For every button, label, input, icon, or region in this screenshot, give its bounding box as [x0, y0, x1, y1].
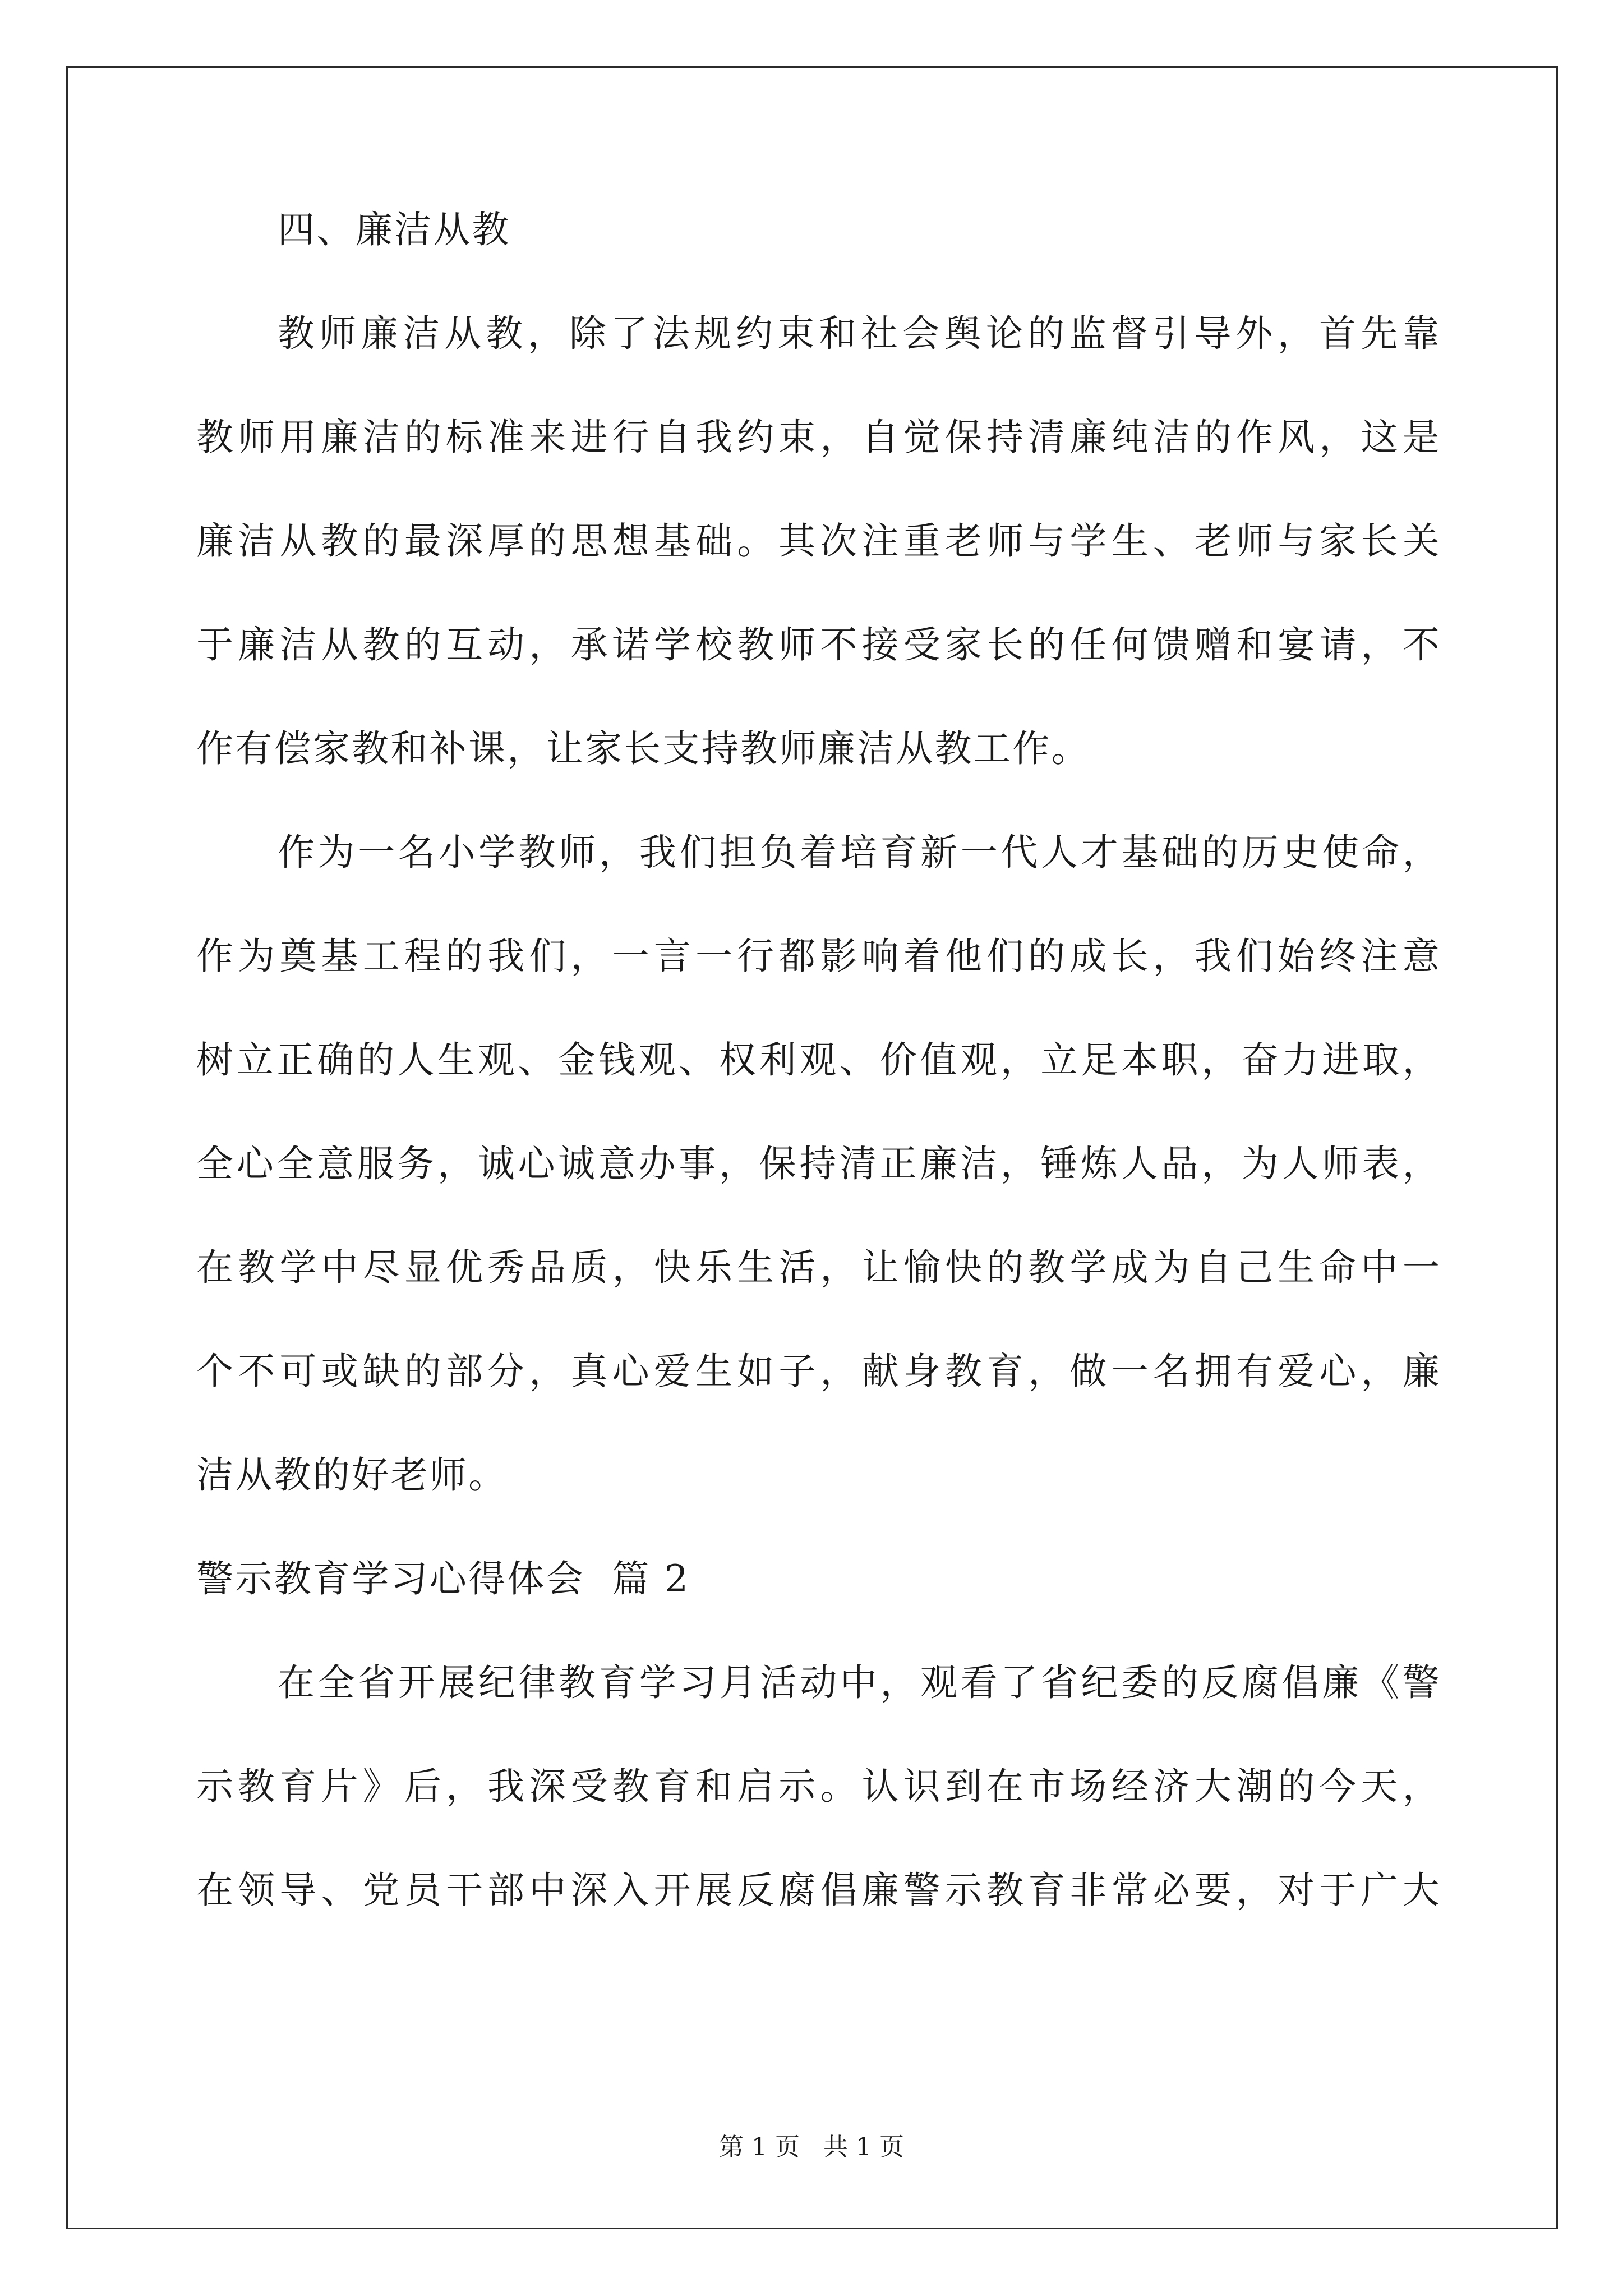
paragraph-line: 作有偿家教和补课，让家长支持教师廉洁从教工作。	[196, 727, 1090, 770]
paragraph-line: 在全省开展纪律教育学习月活动中，观看了省纪委的反腐倡廉《警	[278, 1661, 1441, 1704]
paragraph-line: 个不可或缺的部分，真心爱生如子，献身教育，做一名拥有爱心，廉	[196, 1350, 1441, 1393]
paragraph-line: 教师用廉洁的标准来进行自我约束，自觉保持清廉纯洁的作风，这是	[196, 416, 1441, 459]
paragraph-line: 树立正确的人生观、金钱观、权利观、价值观，立足本职，奋力进取，	[196, 1038, 1441, 1082]
paragraph-line: 在领导、党员干部中深入开展反腐倡廉警示教育非常必要，对于广大	[196, 1869, 1441, 1912]
paragraph-line: 示教育片》后，我深受教育和启示。认识到在市场经济大潮的今天，	[196, 1765, 1441, 1808]
paragraph-line: 于廉洁从教的互动，承诺学校教师不接受家长的任何馈赠和宴请，不	[196, 623, 1441, 666]
paragraph-line: 洁从教的好老师。	[196, 1453, 508, 1497]
paragraph-line: 作为一名小学教师，我们担负着培育新一代人才基础的历史使命，	[278, 831, 1441, 874]
section-heading: 四、廉洁从教	[278, 208, 511, 251]
paragraph-line: 全心全意服务，诚心诚意办事，保持清正廉洁，锤炼人品，为人师表，	[196, 1142, 1441, 1185]
paragraph-line: 在教学中尽显优秀品质，快乐生活，让愉快的教学成为自己生命中一	[196, 1246, 1441, 1289]
paragraph-line: 作为奠基工程的我们，一言一行都影响着他们的成长，我们始终注意	[196, 935, 1441, 978]
document-body	[196, 205, 1441, 1969]
page-footer: 第 1 页 共 1 页	[719, 2133, 904, 2161]
paragraph-line: 教师廉洁从教，除了法规约束和社会舆论的监督引导外，首先靠	[278, 312, 1441, 355]
paragraph-line: 廉洁从教的最深厚的思想基础。其次注重老师与学生、老师与家长关	[196, 519, 1441, 563]
article-title: 警示教育学习心得体会 篇 2	[196, 1557, 690, 1600]
